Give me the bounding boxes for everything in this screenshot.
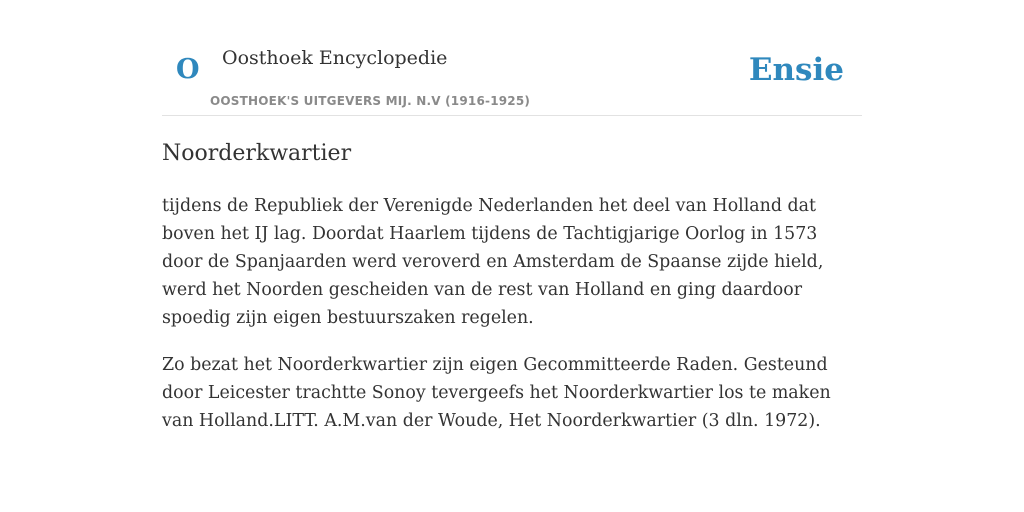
article-paragraph: Zo bezat het Noorderkwartier zijn eigen Gecommitteerde Raden. Gesteund door Leicester trachtte Sonoy tevergeefs het Noorderkwartier los te maken van Holland.LITT. A.M.van der Woude, Het Noorderkwartier (3 dln. 1972). bbox=[162, 355, 831, 431]
article-body bbox=[162, 192, 862, 454]
ensie-brand-link[interactable]: Ensie bbox=[748, 52, 844, 88]
logo-letter-link[interactable]: O bbox=[176, 54, 200, 85]
article-title: Noorderkwartier bbox=[162, 141, 352, 166]
page-header bbox=[162, 0, 862, 116]
publisher-subtitle: OOSTHOEK'S UITGEVERS MIJ. N.V (1916-1925) bbox=[210, 94, 531, 108]
page-container bbox=[162, 0, 862, 431]
encyclopedia-title: Oosthoek Encyclopedie bbox=[222, 47, 448, 69]
article-paragraph: tijdens de Republiek der Verenigde Nederlanden het deel van Holland dat boven het IJ lag. Doordat Haarlem tijdens de Tachtigjarige Oorlog in 1573 door de Spanjaarden werd veroverd en Amsterdam de Spaanse zijde hield, werd het Noorden gescheiden van de rest van Holland en ging daardoor spoedig zijn eigen bestuurszaken regelen. bbox=[162, 196, 824, 328]
